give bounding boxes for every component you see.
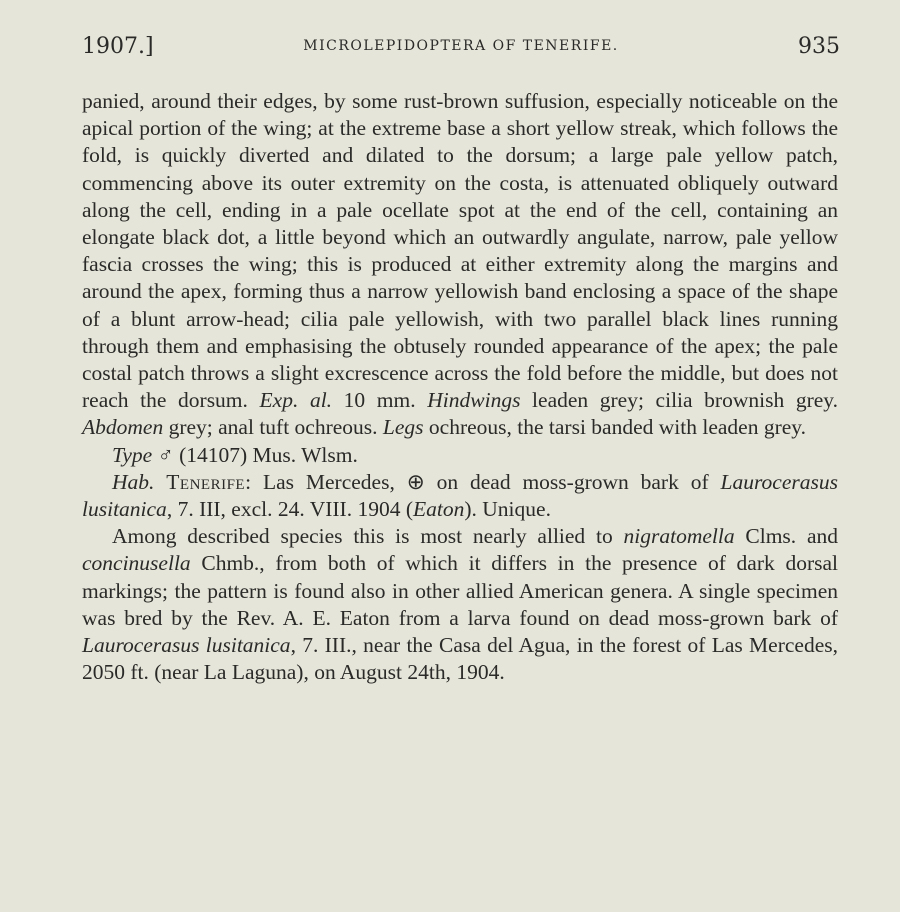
wingspan-value: 10 mm. (332, 388, 416, 413)
type-line (82, 442, 838, 469)
hab-dates: , 7. III, excl. 24. VIII. 1904 ( (166, 497, 414, 522)
hab-label: Hab. (112, 469, 155, 494)
exp-al-label: Exp. al. (259, 388, 333, 413)
species-concinusella: concinusella (82, 551, 191, 576)
page-number: 935 (798, 34, 840, 59)
hab-host-species: Laurocerasus lusitanica (82, 469, 838, 522)
legs-description: ochreous, the tarsi banded with leaden grey. (423, 415, 807, 440)
discussion-text-2: Clms. and (734, 524, 838, 549)
forewing-description: panied, around their edges, by some rust-brown suffusion, especially noticeable on the apical portion of the wing; at the extreme base a short yellow streak, which follows the fold, is quickly diverted and dilated to the dorsum; a large pale yellow patch, commencing above its outer extremity on the costa, is attenuated obliquely outward along the cell, ending in a pale ocellate spot at the end of the cell, containing an elongate black dot, a little beyond which an outwardly angulate, narrow, pale yellow fascia crosses the wing; this is produced at either extremity along the margins and around the apex, forming thus a narrow yellowish band enclosing a space of the shape of a blunt arrow-head; cilia pale yellowish, with two parallel black lines running through them and emphasising the obtusely rounded appearance of the apex; the pale costal patch throws a slight excrescence across the fold before the middle, but does not reach the dorsum. (82, 89, 838, 413)
page-body (82, 88, 838, 686)
hab-details: : Las Mercedes, ⊕ on dead moss-grown bark of (245, 469, 721, 494)
legs-label: Legs (382, 415, 424, 440)
running-header (82, 34, 840, 64)
discussion-text-3: Chmb., from both of which it differs in the presence of dark dorsal markings; the pattern is found also in other allied American genera. A single specimen was bred by the Rev. A. E. Eaton from a larva found on dead moss-grown bark of (82, 551, 838, 630)
discussion-text-4: , 7. III., near the Casa del Agua, in the forest of Las Mercedes, 2050 ft. (near La Laguna), on August 24th, 1904. (82, 633, 838, 685)
species-nigratomella: nigratomella (623, 524, 735, 549)
hab-collector: Eaton (413, 497, 465, 522)
hab-unique: ). Unique. (464, 497, 551, 522)
hindwings-label: Hindwings (427, 388, 521, 413)
header-year: 1907.] (82, 34, 154, 59)
species-laurocerasus: Laurocerasus lusitanica (82, 633, 291, 658)
hab-place: Tenerife (166, 469, 246, 494)
abdomen-label: Abdomen (82, 415, 164, 440)
habitat-paragraph (82, 469, 838, 523)
type-specimen-info: ♂ (14107) Mus. Wlsm. (152, 442, 358, 467)
header-title: MICROLEPIDOPTERA OF TENERIFE. (303, 38, 619, 54)
hindwings-description: leaden grey; cilia brownish grey. (520, 388, 839, 413)
description-paragraph (82, 88, 838, 442)
discussion-text-1: Among described species this is most nearly allied to (112, 524, 624, 549)
abdomen-description: grey; anal tuft ochreous. (163, 415, 383, 440)
type-label: Type (112, 442, 153, 467)
discussion-paragraph (82, 523, 838, 686)
